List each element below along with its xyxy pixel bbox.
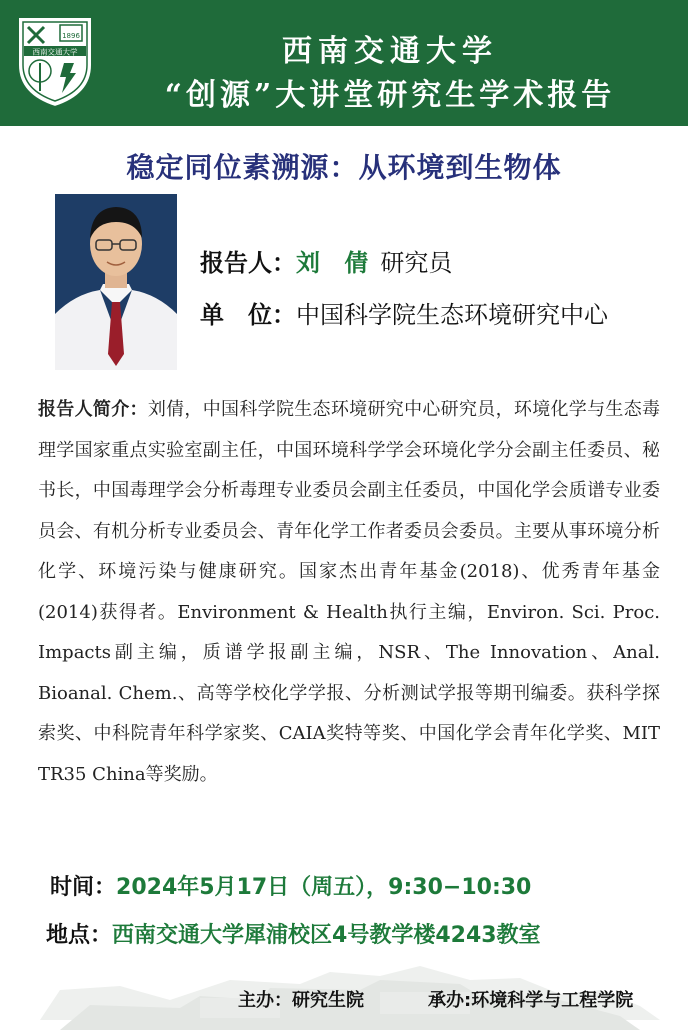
unit-label: 单 位： [200, 301, 296, 329]
bio-text: 刘倩，中国科学院生态环境研究中心研究员，环境化学与生态毒理学国家重点实验室副主任，中国环境科学学会环境化学分会副主任委员、秘书长，中国毒理学会分析毒理专业委员会副主任委员，中国化学会质谱专业委员会、有机分析专业委员会、青年化学工作者委员会委员。主要从事环境分析化学、环境污染与健康研究。国家杰出青年基金(2018)、优秀青年基金(2014)获得者。Environment & Health执行主编，Environ. Sci. Proc. Impacts副主编，质谱学报副主编，NSR、The Innovation、Anal. Bioanal. Chem.、高等学校化学学报、分析测试学报等期刊编委。获科学探索奖、中科院青年科学家奖、CAIA奖特等奖、中国化学会青年化学奖、MIT TR35 China等奖励。 [38, 399, 661, 785]
speaker-photo [55, 194, 177, 370]
time-line [50, 870, 531, 901]
header-banner [0, 0, 688, 126]
organizer-text: 承办:环境科学与工程学院 [428, 990, 634, 1011]
place-value: 西南交通大学犀浦校区4号教学楼4243教室 [112, 923, 541, 948]
logo-year: 1896 [62, 32, 80, 40]
bio-label: 报告人简介： [38, 399, 148, 420]
place-line [46, 918, 541, 949]
lecture-title: 稳定同位素溯源：从环境到生物体 [126, 151, 562, 184]
speaker-bio [38, 390, 660, 795]
time-label: 时间： [50, 875, 117, 900]
header-title-line2: “创源”大讲堂研究生学术报告 [164, 78, 616, 113]
university-logo [14, 13, 96, 109]
speaker-rank: 研究员 [380, 249, 453, 277]
speaker-label: 报告人： [200, 249, 296, 277]
unit-value: 中国科学院生态环境研究中心 [296, 301, 608, 329]
logo-text: 西南交通大学 [32, 47, 78, 57]
unit-line [200, 295, 608, 330]
time-value: 2024年5月17日（周五），9:30−10:30 [116, 875, 532, 900]
header-title-line1: 西南交通大学 [282, 34, 498, 69]
host-text: 主办：研究生院 [238, 990, 364, 1011]
place-label: 地点： [46, 923, 113, 948]
speaker-name: 刘 倩 [296, 249, 377, 277]
speaker-line [200, 243, 452, 278]
